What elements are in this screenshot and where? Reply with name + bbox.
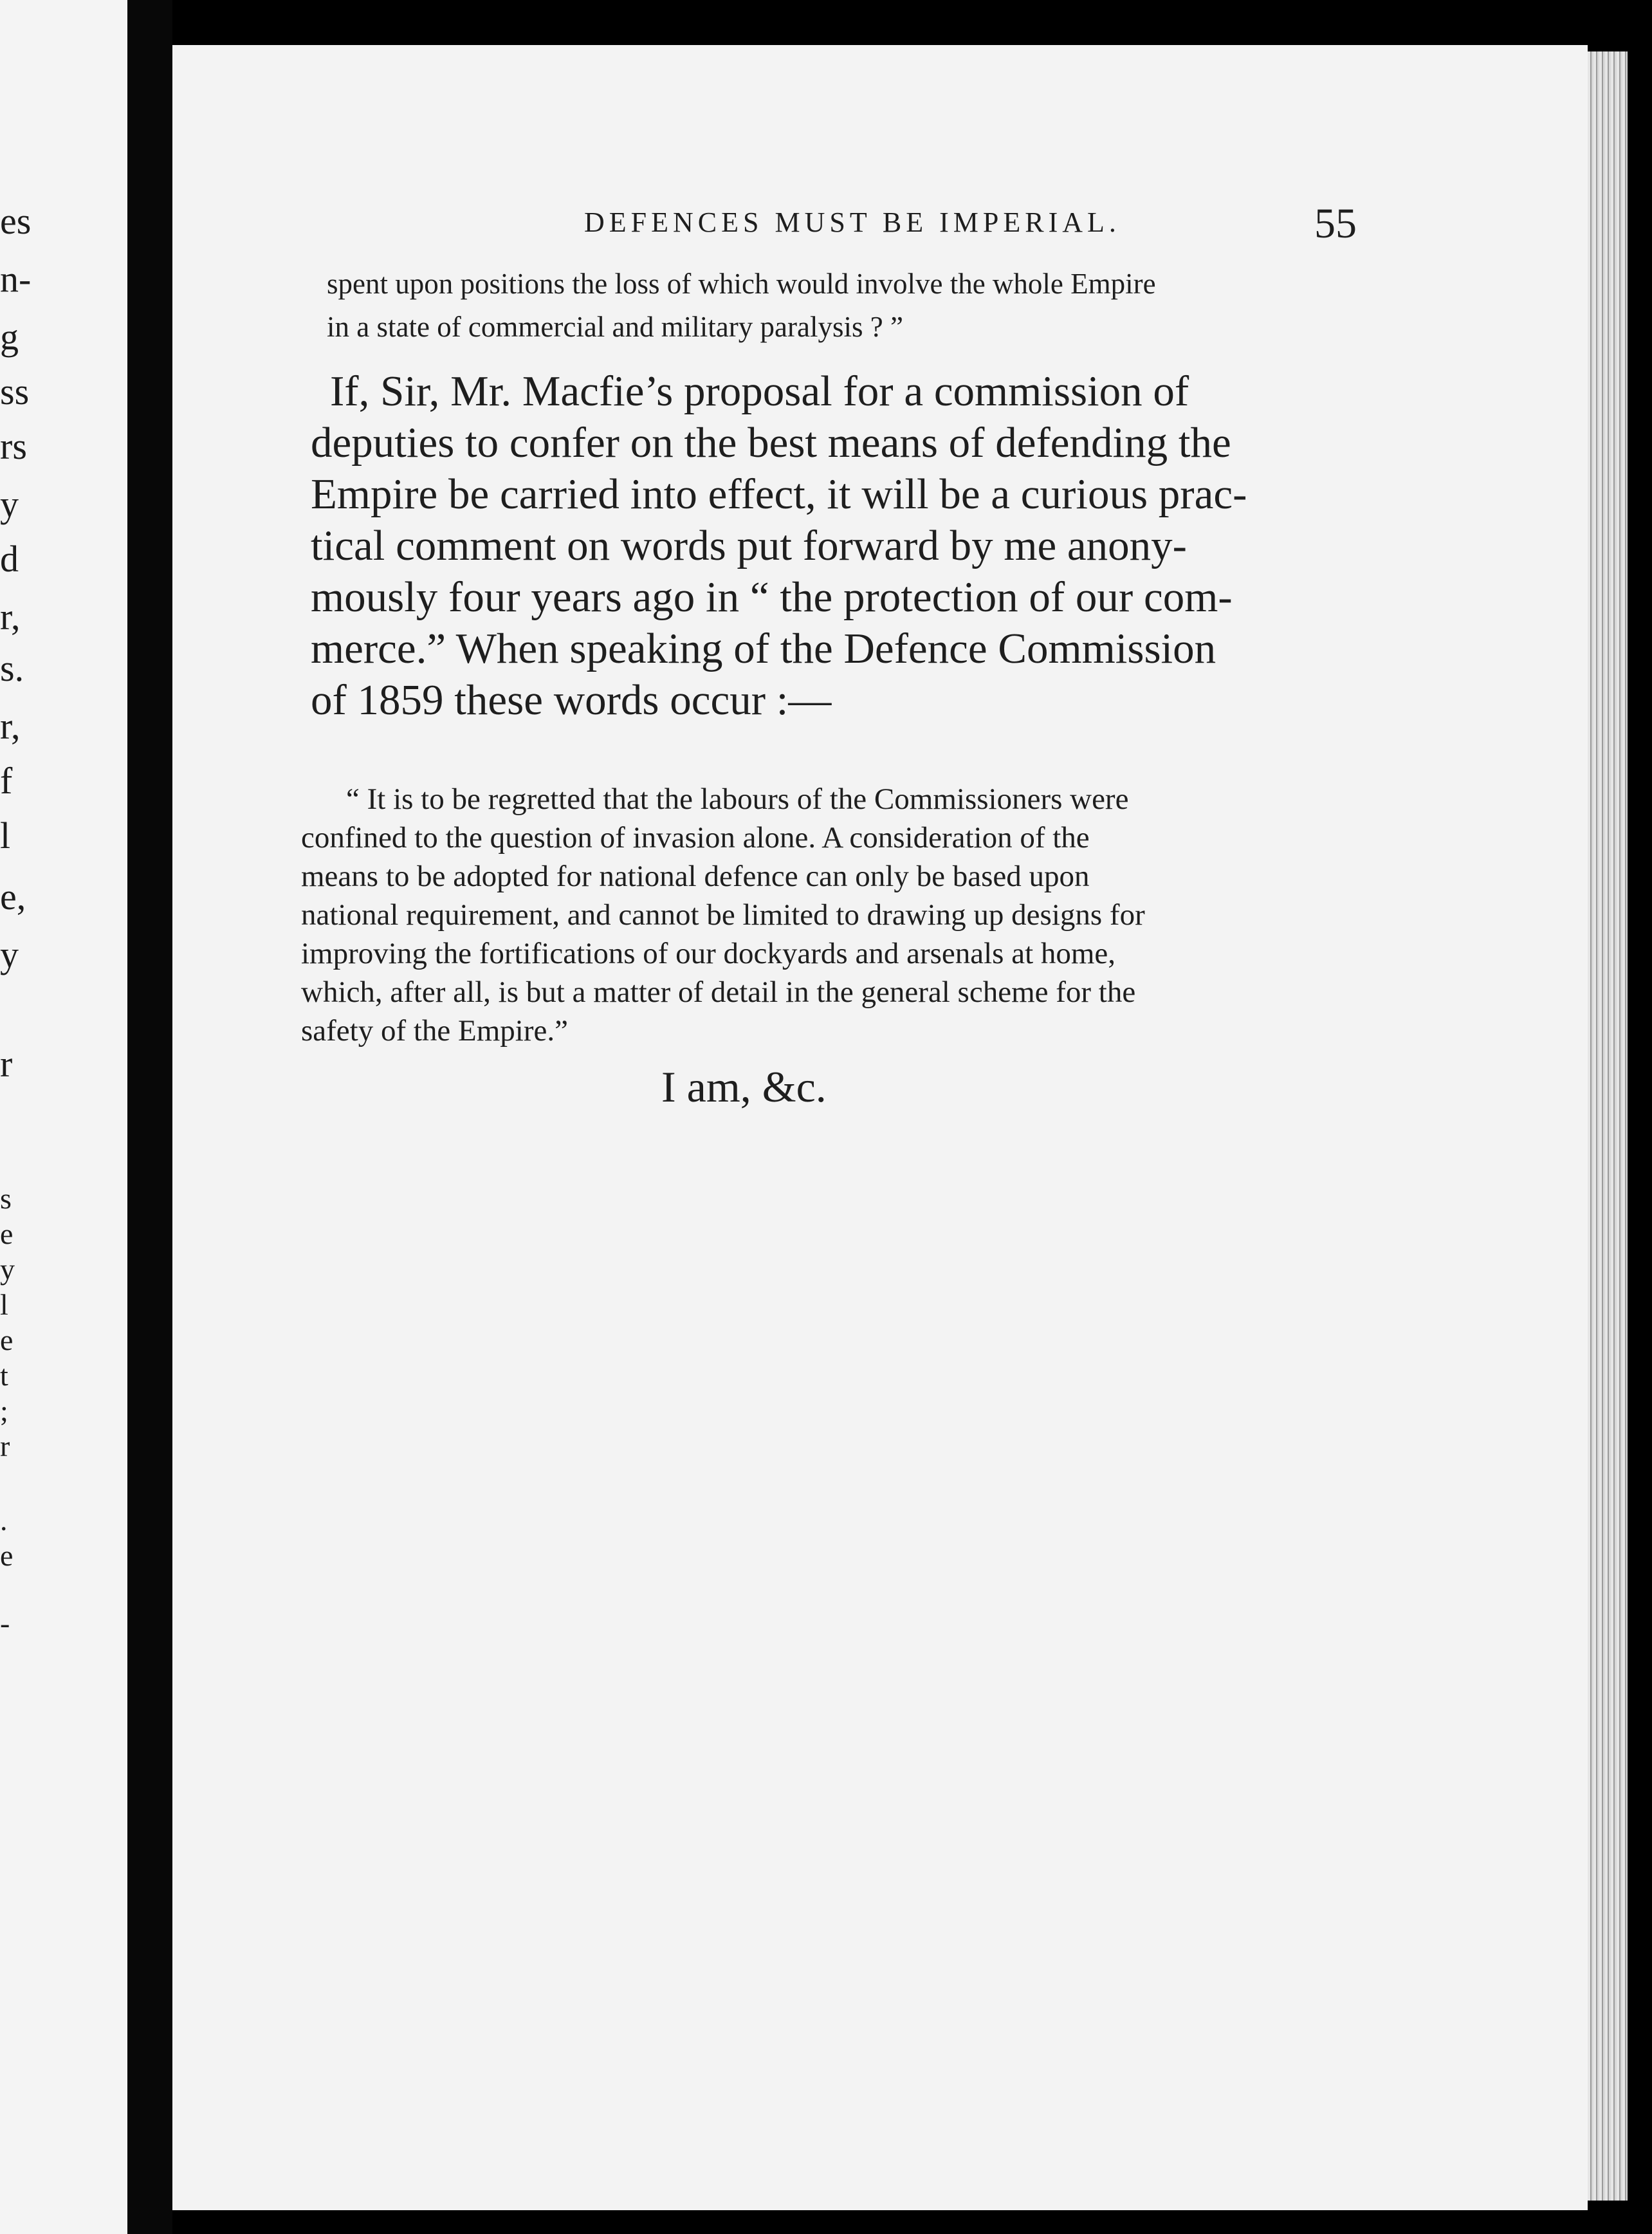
- left-fragment: t: [0, 1359, 8, 1392]
- left-fragment: es: [0, 200, 32, 242]
- left-fragment: r: [0, 1043, 13, 1085]
- left-fragment: g: [0, 316, 19, 358]
- page-number: 55: [1314, 200, 1357, 247]
- body-line: tical comment on words put forward by me anony-: [311, 522, 1187, 569]
- left-fragment: r,: [0, 596, 21, 638]
- left-fragment: .: [0, 1504, 8, 1537]
- left-fragment: d: [0, 538, 19, 580]
- left-fragment: l: [0, 815, 11, 856]
- left-fragment: r: [0, 1430, 10, 1463]
- block-quote-line: improving the fortifications of our dockyards and arsenals at home,: [301, 937, 1116, 970]
- body-line: of 1859 these words occur :—: [311, 676, 832, 724]
- book-page: [172, 45, 1588, 2210]
- quote-continuation-line: spent upon positions the loss of which would involve the whole Empire: [327, 268, 1156, 300]
- left-fragment: y: [0, 934, 19, 975]
- left-fragment: rs: [0, 425, 27, 467]
- block-quote-line: means to be adopted for national defence can only be based upon: [301, 860, 1090, 893]
- body-line: deputies to confer on the best means of defending the: [311, 419, 1231, 466]
- left-fragment: ss: [0, 371, 30, 412]
- book-gutter: [127, 0, 172, 2234]
- left-fragment: l: [0, 1288, 8, 1321]
- running-head: DEFENCES MUST BE IMPERIAL.: [584, 207, 1121, 238]
- block-quote-line: which, after all, is but a matter of detail in the general scheme for the: [301, 975, 1136, 1009]
- left-fragment: n-: [0, 258, 32, 300]
- block-quote-line: “ It is to be regretted that the labours of the Commissioners were: [346, 782, 1129, 816]
- left-fragment: f: [0, 760, 13, 802]
- quote-continuation-line: in a state of commercial and military paralysis ? ”: [327, 311, 903, 343]
- page-edge-stack: [1588, 51, 1628, 2201]
- left-fragment: r,: [0, 705, 21, 747]
- left-fragment: y: [0, 1253, 15, 1286]
- block-quote-line: safety of the Empire.”: [301, 1014, 568, 1048]
- body-line: If, Sir, Mr. Macfie’s proposal for a commission of: [330, 367, 1189, 415]
- block-quote-line: national requirement, and cannot be limited to drawing up designs for: [301, 898, 1145, 932]
- body-line: merce.” When speaking of the Defence Commission: [311, 625, 1216, 672]
- left-fragment: y: [0, 483, 19, 525]
- block-quote-line: confined to the question of invasion alone. A consideration of the: [301, 821, 1090, 854]
- left-fragment: s.: [0, 647, 24, 689]
- body-line: Empire be carried into effect, it will be a curious prac-: [311, 470, 1247, 518]
- left-fragment: e: [0, 1217, 14, 1250]
- left-fragment: s: [0, 1182, 12, 1215]
- left-fragment: e: [0, 1324, 14, 1356]
- previous-page-fragment: [0, 0, 127, 2234]
- left-fragment: -: [0, 1607, 10, 1639]
- left-fragment: e,: [0, 876, 26, 918]
- left-fragment: e: [0, 1539, 14, 1572]
- left-fragment: ;: [0, 1394, 8, 1427]
- body-line: mously four years ago in “ the protection of our com-: [311, 573, 1233, 621]
- sign-off: I am, &c.: [661, 1062, 827, 1111]
